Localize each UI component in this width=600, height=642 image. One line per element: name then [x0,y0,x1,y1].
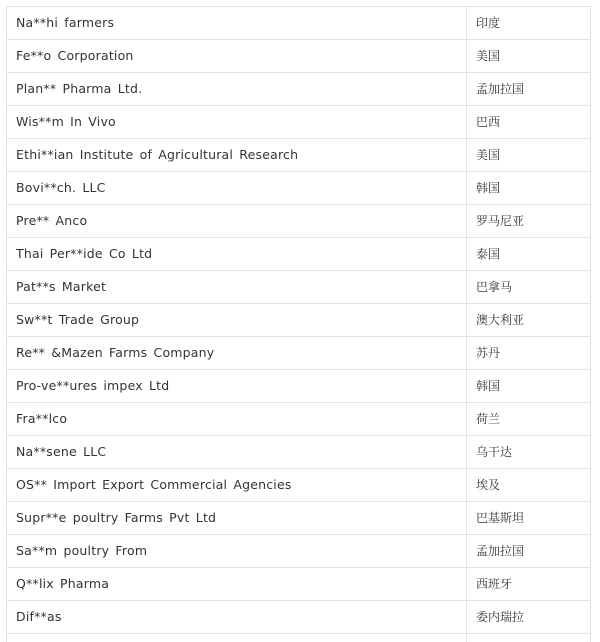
company-name-cell: Dif**as [7,601,467,634]
table-row [7,139,591,172]
table-row [7,40,591,73]
country-cell: 澳大利亚 [467,304,591,337]
company-name-cell: Sw**t Trade Group [7,304,467,337]
company-name-cell: Sa**m poultry From [7,535,467,568]
table-row [7,370,591,403]
table-row [7,535,591,568]
country-cell: 罗马尼亚 [467,205,591,238]
table-row-partial [7,634,591,642]
table-row [7,73,591,106]
table-row [7,436,591,469]
company-name-cell: Ethi**ian Institute of Agricultural Research [7,139,467,172]
table-row [7,271,591,304]
customer-table-body [7,7,591,642]
country-cell: 美国 [467,139,591,172]
country-cell: 苏丹 [467,337,591,370]
country-cell: 孟加拉国 [467,535,591,568]
country-cell: 巴基斯坦 [467,502,591,535]
table-row [7,469,591,502]
table-row [7,337,591,370]
country-cell: 委内瑞拉 [467,601,591,634]
country-cell: 巴拿马 [467,271,591,304]
table-row [7,568,591,601]
company-name-cell: Bovi**ch. LLC [7,172,467,205]
company-name-cell: Pro-ve**ures impex Ltd [7,370,467,403]
table-row [7,106,591,139]
table-row [7,304,591,337]
company-name-cell: OS** Import Export Commercial Agencies [7,469,467,502]
company-name-cell: Na**hi farmers [7,7,467,40]
country-cell: 乌干达 [467,436,591,469]
country-cell: 西班牙 [467,568,591,601]
table-row [7,7,591,40]
customer-table [6,6,591,642]
country-cell: 孟加拉国 [467,73,591,106]
company-name-cell: Re** &Mazen Farms Company [7,337,467,370]
company-name-cell: Fe**o Corporation [7,40,467,73]
company-name-cell: Fra**lco [7,403,467,436]
table-row [7,601,591,634]
company-name-cell: Wis**m In Vivo [7,106,467,139]
company-name-cell: Plan** Pharma Ltd. [7,73,467,106]
company-name-cell: Pat**s Market [7,271,467,304]
table-row [7,238,591,271]
table-row [7,205,591,238]
country-cell: 荷兰 [467,403,591,436]
company-name-cell: Q**lix Pharma [7,568,467,601]
country-cell: 泰国 [467,238,591,271]
table-row [7,172,591,205]
country-cell: 巴西 [467,106,591,139]
country-cell: 韩国 [467,172,591,205]
company-name-cell: Thai Per**ide Co Ltd [7,238,467,271]
company-name-cell: Pre** Anco [7,205,467,238]
table-row [7,403,591,436]
table-row [7,502,591,535]
country-cell: 印度 [467,7,591,40]
country-cell: 韩国 [467,370,591,403]
empty-cell [7,634,467,642]
country-cell: 埃及 [467,469,591,502]
company-name-cell: Supr**e poultry Farms Pvt Ltd [7,502,467,535]
company-name-cell: Na**sene LLC [7,436,467,469]
country-cell: 美国 [467,40,591,73]
empty-cell [467,634,591,642]
customer-table-container [6,6,589,642]
